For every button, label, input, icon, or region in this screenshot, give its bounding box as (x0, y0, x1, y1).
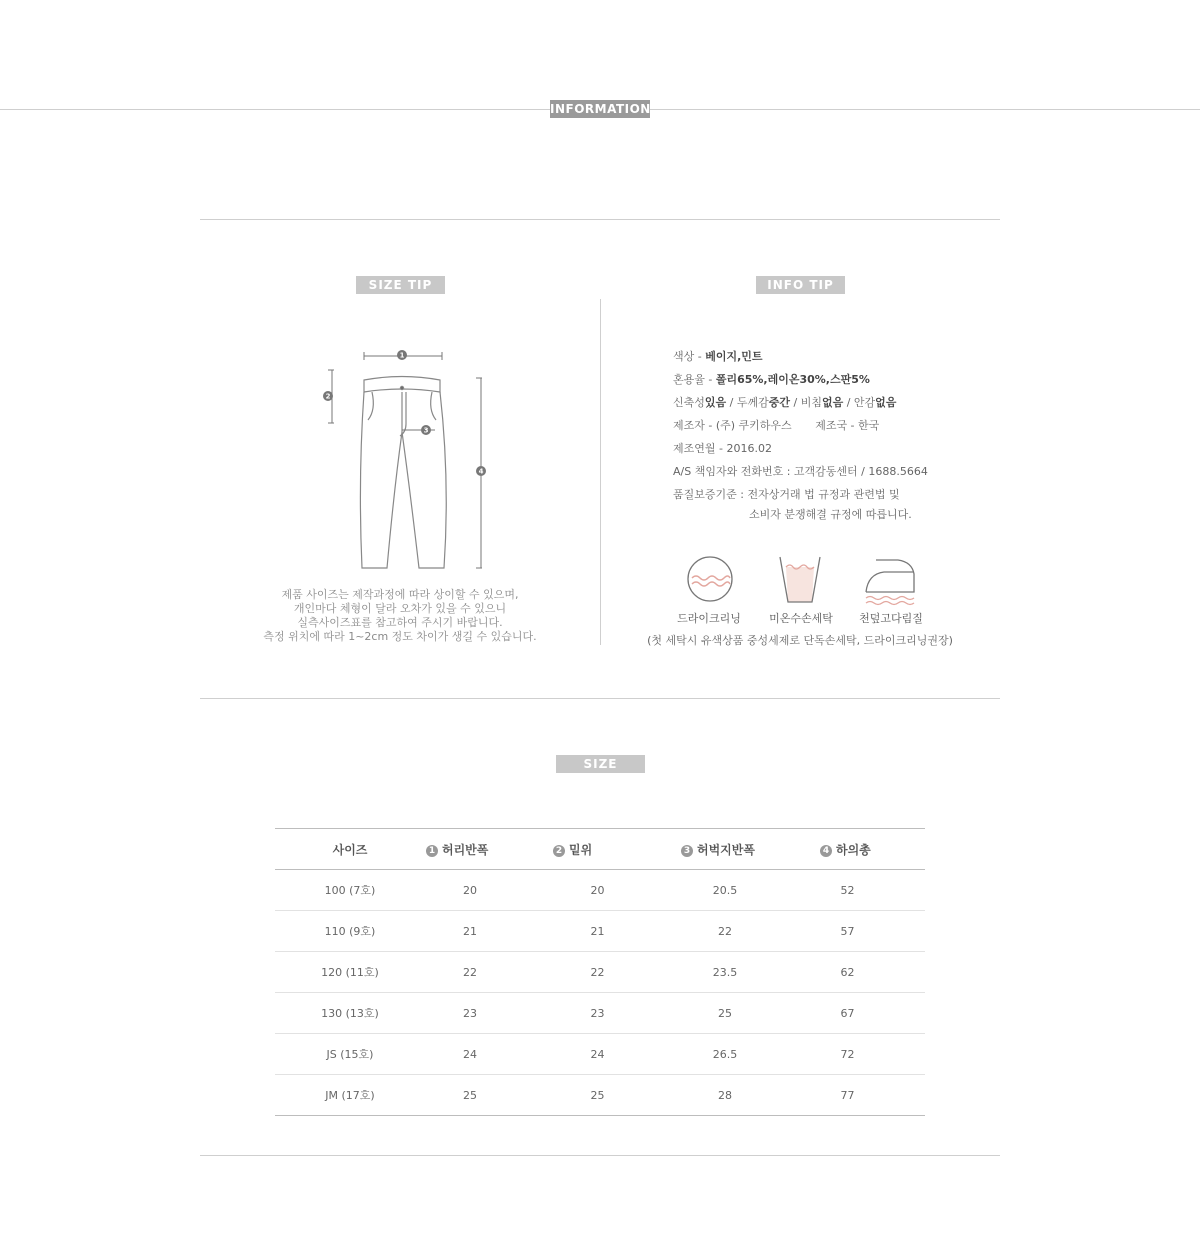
color-label: 색상 - (673, 350, 706, 363)
cell-length: 77 (840, 1088, 855, 1102)
blend-value: 폴리65%,레이온30%,스판5% (715, 373, 870, 386)
num-2-icon: 2 (553, 845, 565, 857)
header-size-text: 사이즈 (332, 842, 368, 857)
cell-waist: 20 (425, 870, 515, 911)
as-row: A/S 책임자와 전화번호 : 고객감동센터 / 1688.5664 (673, 465, 928, 478)
size-tip-tag: SIZE TIP (356, 276, 445, 294)
blend-row (673, 368, 993, 391)
lining-label: / 안감 (843, 396, 876, 409)
cell-length: 57 (770, 911, 925, 952)
header-rise (515, 829, 680, 870)
pants-diagram (320, 340, 500, 580)
cell-length: 67 (770, 993, 925, 1034)
cell-thigh: 23.5 (680, 952, 770, 993)
cell-rise: 25 (590, 1088, 605, 1102)
num-4-icon: 4 (820, 845, 832, 857)
cell-rise: 24 (515, 1034, 680, 1075)
size-table (275, 828, 925, 1116)
cell-size: JS (15호) (275, 1034, 425, 1075)
header-waist (425, 829, 515, 870)
cell-rise: 22 (515, 952, 680, 993)
cell-rise: 20 (515, 870, 680, 911)
thickness-label: / 두께감 (726, 396, 769, 409)
cell-rise: 23 (515, 993, 680, 1034)
product-info (673, 345, 993, 524)
date-row: 제조연월 - 2016.02 (673, 442, 772, 455)
cell-thigh: 26.5 (680, 1034, 770, 1075)
attributes-row (673, 391, 993, 414)
table-row (275, 1075, 925, 1116)
vertical-divider (600, 299, 601, 645)
header-waist-text: 허리반폭 (442, 842, 489, 857)
table-row (275, 911, 925, 952)
cell-waist: 22 (425, 952, 515, 993)
care-note: (첫 세탁시 유색상품 중성세제로 단독손세탁, 드라이크리닝권장) (647, 634, 953, 647)
header-rise-text: 밑위 (569, 842, 593, 857)
cell-waist: 24 (425, 1034, 515, 1075)
marker-3-text: 3 (423, 426, 429, 435)
information-tag: INFORMATION (550, 102, 651, 116)
cell-waist: 25 (463, 1088, 477, 1102)
sheer-label: / 비침 (790, 396, 822, 409)
cell-rise: 21 (515, 911, 680, 952)
table-row (275, 993, 925, 1034)
maker-text: 제조자 - (주) 쿠키하우스 (673, 419, 792, 432)
marker-4-text: 4 (478, 467, 484, 476)
cell-size: 100 (7호) (275, 870, 425, 911)
marker-1-text: 1 (399, 351, 405, 360)
sheer-value: 없음 (821, 396, 844, 409)
section-divider-1 (200, 219, 1000, 220)
header-length-text: 하의총 (836, 842, 871, 857)
stretch-label: 신축성 (673, 396, 705, 409)
country-text: 제조국 - 한국 (815, 419, 880, 432)
cell-thigh: 22 (680, 911, 770, 952)
num-1-icon: 1 (426, 845, 438, 857)
cell-thigh: 25 (680, 993, 770, 1034)
caption-line: 측정 위치에 따라 1~2cm 정도 차이가 생길 수 있습니다. (263, 630, 537, 643)
quality-row-2: 소비자 분쟁해결 규정에 따릅니다. (749, 508, 912, 521)
header-thigh (680, 829, 770, 870)
quality-row: 품질보증기준 : 전자상거래 법 규정과 관련법 및 (673, 488, 900, 501)
color-value: 베이지,민트 (705, 350, 763, 363)
table-row (275, 870, 925, 911)
care-label-iron: 천덮고다림질 (859, 612, 923, 625)
num-3-icon: 3 (681, 845, 693, 857)
table-row (275, 952, 925, 993)
cell-size: 130 (13호) (275, 993, 425, 1034)
lining-value: 없음 (875, 396, 897, 409)
size-table-header (275, 829, 925, 870)
care-label-hand-wash: 미온수손세탁 (769, 612, 833, 625)
cell-length: 62 (770, 952, 925, 993)
marker-2-text: 2 (325, 392, 331, 401)
cell-waist: 23 (425, 993, 515, 1034)
cell-thigh: 28 (718, 1088, 732, 1102)
info-tip-tag: INFO TIP (756, 276, 845, 294)
color-row (673, 345, 993, 368)
cell-length: 72 (770, 1034, 925, 1075)
caption-line: 실측사이즈표를 참고하여 주시기 바랍니다. (297, 616, 503, 629)
stretch-value: 있음 (704, 396, 727, 409)
cell-size: JM (17호) (325, 1089, 375, 1102)
dry-cleaning-icon (686, 554, 734, 604)
bottom-divider (200, 1155, 1000, 1156)
iron-with-cloth-icon (862, 556, 918, 606)
blend-label: 혼용율 - (673, 373, 716, 386)
lukewarm-hand-wash-icon (778, 555, 822, 605)
caption-line: 개인마다 체형이 달라 오차가 있을 수 있으니 (293, 602, 507, 615)
size-tip-caption (200, 588, 600, 644)
cell-size: 120 (11호) (275, 952, 425, 993)
header-length (770, 829, 925, 870)
cell-thigh: 20.5 (680, 870, 770, 911)
maker-row (673, 414, 993, 437)
caption-line: 제품 사이즈는 제작과정에 따라 상이할 수 있으며, (281, 588, 519, 601)
cell-size: 110 (9호) (275, 911, 425, 952)
section-divider-2 (200, 698, 1000, 699)
thickness-value: 중간 (768, 396, 790, 409)
header-size (275, 829, 425, 870)
cell-waist: 21 (425, 911, 515, 952)
table-row (275, 1034, 925, 1075)
care-label-dry: 드라이크리닝 (677, 612, 741, 625)
size-tag: SIZE (556, 755, 645, 773)
header-thigh-text: 허벅지반폭 (697, 842, 755, 857)
cell-length: 52 (770, 870, 925, 911)
